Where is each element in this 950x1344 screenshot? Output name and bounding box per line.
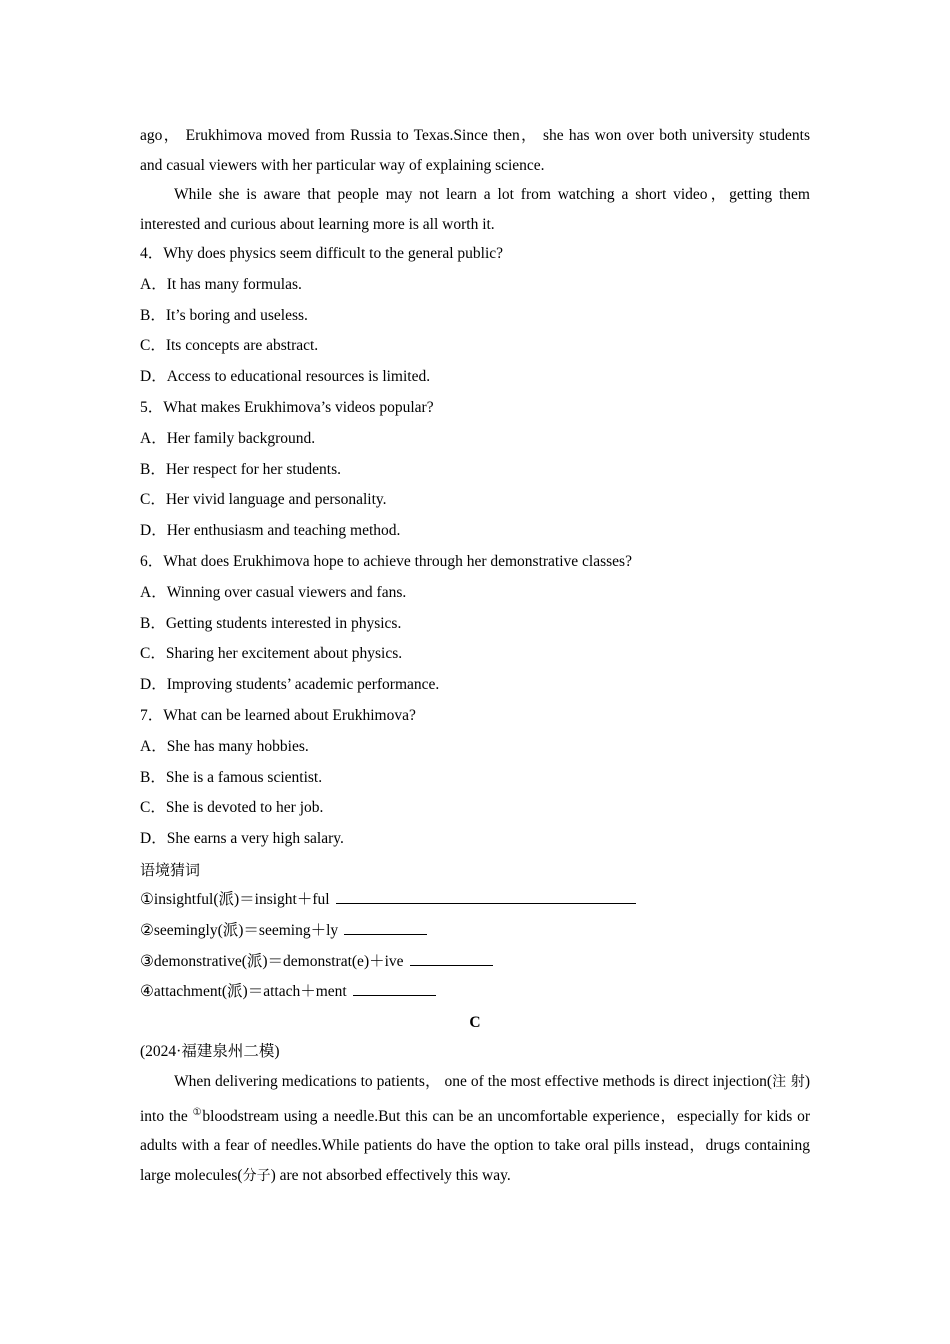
option-d: D．Access to educational resources is limited.	[140, 368, 431, 386]
option-a: A．She has many hobbies.	[140, 737, 309, 755]
vocab-item	[140, 916, 810, 947]
answer-blank[interactable]	[336, 888, 636, 904]
question-4	[140, 239, 810, 393]
footnote-marker: ①	[192, 1106, 203, 1118]
option-c: C．Its concepts are abstract.	[140, 337, 319, 355]
vocab-item	[140, 885, 810, 916]
document-page	[140, 121, 810, 1191]
vocab-text: ③demonstrative(派)＝demonstrat(e)＋ive	[140, 952, 404, 970]
text-run: When delivering medications to patients， one of the most effective methods is direct injection(	[174, 1073, 773, 1091]
vocab-text: ①insightful(派)＝insight＋ful	[140, 890, 330, 908]
text-run: ) into the	[140, 1073, 810, 1125]
chinese-gloss: 注 射	[772, 1074, 805, 1091]
text-run: bloodstream using a needle.But this can be an uncomfortable experience，especially for kids or adults with a fear of needles.While patients do have the option to take oral pills instead，drugs containing large molecules(	[140, 1107, 810, 1184]
question-stem: 7．What can be learned about Erukhimova?	[140, 706, 416, 724]
option-d: D．Her enthusiasm and teaching method.	[140, 522, 401, 540]
vocab-text: ④attachment(派)＝attach＋ment	[140, 983, 347, 1001]
chinese-gloss: 分子	[242, 1167, 271, 1184]
passage-b-paragraph: ago， Erukhimova moved from Russia to Texas.Since then， she has won over both university students and casual viewers with her particular way of explaining science.	[140, 127, 810, 174]
question-5	[140, 393, 810, 547]
option-c: C．Sharing her excitement about physics.	[140, 645, 403, 663]
passage-b-paragraph: While she is aware that people may not learn a lot from watching a short video，getting them interested and curious about learning more is all worth it.	[140, 186, 810, 233]
vocab-item	[140, 947, 810, 978]
option-b: B．Her respect for her students.	[140, 460, 342, 478]
question-stem: 4．Why does physics seem difficult to the general public?	[140, 245, 504, 262]
option-c: C．She is devoted to her job.	[140, 799, 324, 817]
vocab-text: ②seemingly(派)＝seeming＋ly	[140, 921, 339, 939]
question-stem: 6．What does Erukhimova hope to achieve through her demonstrative classes?	[140, 552, 632, 570]
vocab-title: 语境猜词	[140, 860, 201, 879]
option-d: D．She earns a very high salary.	[140, 830, 344, 848]
option-d: D．Improving students’ academic performance.	[140, 676, 440, 694]
section-heading: C	[469, 1014, 481, 1032]
answer-blank[interactable]	[410, 950, 493, 966]
option-a: A．It has many formulas.	[140, 275, 302, 293]
option-a: A．Winning over casual viewers and fans.	[140, 583, 407, 601]
answer-blank[interactable]	[353, 980, 436, 996]
source-note: (2024·福建泉州二模)	[140, 1043, 280, 1061]
question-stem: 5．What makes Erukhimova’s videos popular?	[140, 398, 434, 416]
question-6	[140, 547, 810, 701]
text-run: ) are not absorbed effectively this way.	[270, 1166, 511, 1184]
option-b: B．Getting students interested in physics.	[140, 614, 402, 632]
passage-c-paragraph	[140, 1067, 810, 1191]
answer-blank[interactable]	[344, 919, 427, 935]
vocab-item	[140, 977, 810, 1008]
option-b: B．She is a famous scientist.	[140, 768, 323, 786]
option-a: A．Her family background.	[140, 429, 316, 447]
option-c: C．Her vivid language and personality.	[140, 491, 387, 509]
option-b: B．It’s boring and useless.	[140, 306, 308, 324]
question-7	[140, 701, 810, 855]
